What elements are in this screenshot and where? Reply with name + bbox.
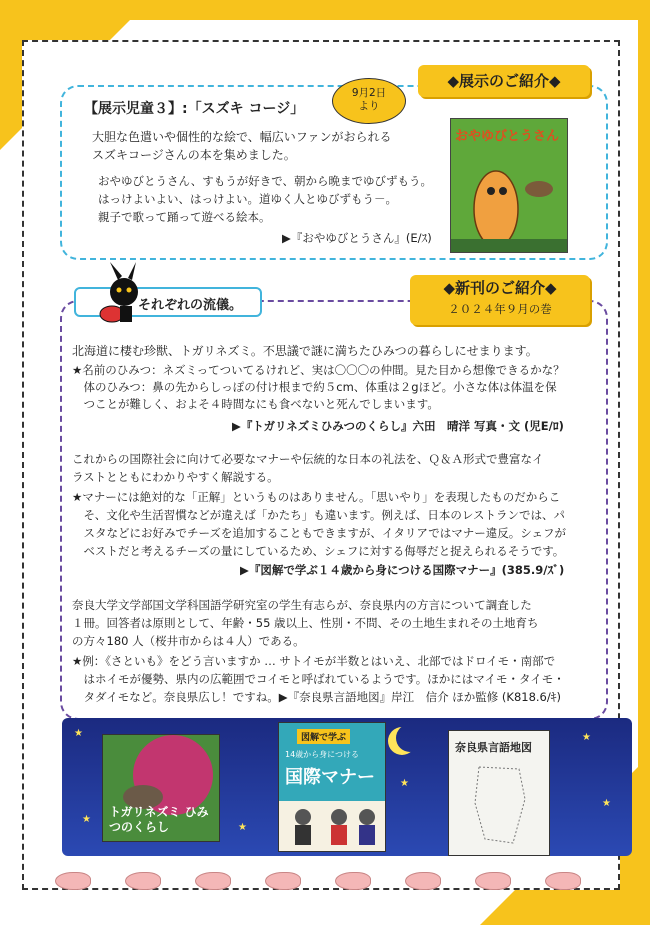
book2-lead xyxy=(72,450,544,486)
cover3-sub: 14歳から身につける xyxy=(285,750,360,759)
book1-line: つことが難しく、およそ４時間なにも食べないと死んでしまいます。 xyxy=(72,397,439,411)
date-line-1: 9月2日 xyxy=(351,87,387,99)
exhibit-intro-line: スズキコージさんの本を集めました。 xyxy=(92,148,296,162)
book1-lead: 北海道に棲む珍獣、トガリネズミ。不思議で謎に満ちたひみつの暮らしにせまります。 xyxy=(72,344,538,358)
book2-ref: ▶『図解で学ぶ１４歳から身につける国際マナー』(385.9/ｽﾞ) xyxy=(240,563,565,577)
star-icon: ★ xyxy=(602,798,611,809)
star-icon: ★ xyxy=(74,728,83,739)
book-cover-kokusai-manner xyxy=(278,722,386,852)
book3-line: はホイモが優勢、県内の広範囲でコイモと呼ばれているようです。ほかにはマイモ・タイモ・ xyxy=(72,672,565,686)
cover3-top: 図解で学ぶ xyxy=(297,729,350,744)
book2-line: ベストだと考えるチーズの量にしているため、シェフに対する侮辱だと捉えられるそうです。 xyxy=(72,544,565,558)
cover2-title: トガリネズミ ひみつのくらし xyxy=(109,805,209,834)
star-icon: ★ xyxy=(238,822,247,833)
book3-line: タダイモなど。奈良県広し！ですね。▶『奈良県言語地図』岸江 信介 ほか監修 (K818.6/ｷ) xyxy=(72,690,561,704)
exhibit-intro xyxy=(92,128,392,164)
fish-icon xyxy=(545,872,581,890)
book1-details xyxy=(72,362,565,413)
new-books-heading: ◆新刊のご紹介◆ xyxy=(443,279,557,297)
exhibit-book-desc xyxy=(98,172,432,226)
exhibit-book-ref: ▶『おやゆびとうさん』(E/ｽ) xyxy=(282,231,432,245)
exhibit-desc-line: はっけよいよい、はっけよい。道ゆく人とゆびずもう－。 xyxy=(98,192,397,206)
exhibit-heading: ◆展示のご紹介◆ xyxy=(418,65,590,97)
rabbit-mascot-icon xyxy=(92,262,156,326)
book3-lead-line: 奈良大学文学部国文学科国語学研究室の学生有志らが、奈良県内の方言について調査した xyxy=(72,598,532,612)
fish-icon xyxy=(125,872,161,890)
cover3-title: 国際マナー xyxy=(285,767,375,788)
book-cover-nara-gengo-chizu xyxy=(448,730,550,856)
cover-illustration xyxy=(279,801,385,851)
book-cover-oyayubi xyxy=(450,118,568,253)
book2-details xyxy=(72,488,566,560)
book3-details xyxy=(72,652,565,706)
exhibit-intro-line: 大胆な色遣いや個性的な絵で、幅広いファンがおられる xyxy=(92,130,392,144)
book3-line: ★例：《さといも》をどう言いますか … サトイモが半数とはいえ、北部ではドロイモ・南部で xyxy=(72,654,556,668)
book2-lead-line: これからの国際社会に向けて必要なマナーや伝統的な日本の礼法を、Ｑ＆Ａ形式で豊富なイ xyxy=(72,452,544,466)
book1-line: 体のひみつ：鼻の先からしっぽの付け根まで約５cm、体重は２gほど。小さな体は体温を保 xyxy=(72,380,557,394)
star-icon: ★ xyxy=(82,814,91,825)
fish-icon xyxy=(475,872,511,890)
book-cover-togarinezumi xyxy=(102,734,220,842)
book3-lead-line: の方々180 人（桜井市からは４人）である。 xyxy=(72,634,305,648)
cover-map-illustration xyxy=(449,759,549,849)
cover4-title: 奈良県言語地図 xyxy=(455,741,532,754)
book2-lead-line: ラストとともにわかりやすく解説する。 xyxy=(72,470,279,484)
fish-decoration-row xyxy=(55,872,615,894)
fish-icon xyxy=(265,872,301,890)
fish-icon xyxy=(55,872,91,890)
fish-icon xyxy=(405,872,441,890)
star-icon: ★ xyxy=(582,732,591,743)
new-books-subheading: ２０２４年９月の巻 xyxy=(448,302,552,316)
new-books-tag xyxy=(410,275,590,325)
book2-line: そ、文化や生活習慣などが違えば「かたち」も違います。例えば、日本のレストランでは、パ xyxy=(72,508,565,522)
book2-line: スタなどにお好みでチーズを追加することもできますが、イタリアではマナー違反。シェフが xyxy=(72,526,567,540)
book1-line: ★名前のひみつ：ネズミってついてるけれど、実は〇〇〇の仲間。見た目から想像できるかな？ xyxy=(72,363,565,377)
star-icon: ★ xyxy=(400,778,409,789)
scroll-text: それぞれの流儀。 xyxy=(138,298,243,313)
moon-icon xyxy=(396,724,424,752)
date-bubble xyxy=(332,78,406,124)
cover-title: おやゆびとうさん xyxy=(455,129,560,144)
book3-lead-line: １冊。回答者は原則として、年齢・55 歳以上、性別・不問、その土地生まれその土地育ち xyxy=(72,616,539,630)
exhibit-title: 【展示児童３】:「スズキ コージ」 xyxy=(84,101,305,117)
book2-line: ★マナーには絶対的な「正解」というものはありません。「思いやり」を表現したものだからこ xyxy=(72,490,561,504)
exhibit-desc-line: おやゆびとうさん、すもうが好きで、朝から晩までゆびずもう。 xyxy=(98,174,432,188)
fish-icon xyxy=(335,872,371,890)
book3-lead xyxy=(72,596,539,650)
date-line-2: より xyxy=(358,100,380,112)
exhibit-desc-line: 親子で歌って踊って遊べる絵本。 xyxy=(98,210,271,224)
fish-icon xyxy=(195,872,231,890)
cover-illustration xyxy=(451,119,568,253)
book1-ref: ▶『トガリネズミひみつのくらし』六田 晴洋 写真・文 (児E/ﾛ) xyxy=(232,419,564,433)
